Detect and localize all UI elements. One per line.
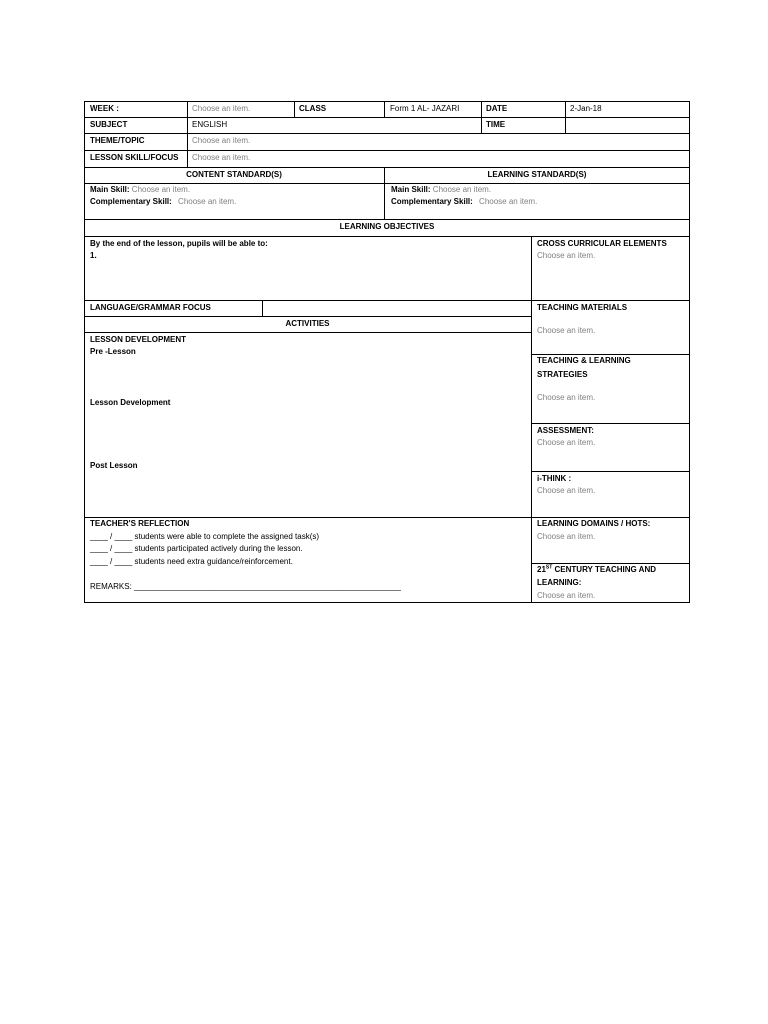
date-value: 2-Jan-18 [570, 104, 602, 113]
row-divider [84, 236, 690, 237]
week-dropdown[interactable]: Choose an item. [192, 104, 251, 113]
strategies-dropdown[interactable]: Choose an item. [537, 393, 596, 402]
teaching-materials-dropdown[interactable]: Choose an item. [537, 326, 596, 335]
grammar-focus-label: LANGUAGE/GRAMMAR FOCUS [90, 303, 211, 312]
objectives-intro: By the end of the lesson, pupils will be able to: [90, 239, 268, 248]
learning-main-skill-dropdown[interactable]: Choose an item. [432, 185, 492, 194]
table-border-top [84, 101, 690, 102]
lesson-plan-form [84, 101, 690, 603]
column-divider [294, 101, 295, 117]
content-main-skill-dropdown[interactable]: Choose an item. [131, 185, 191, 194]
class-label: CLASS [299, 104, 327, 113]
content-main-skill [90, 185, 190, 195]
row-divider [84, 183, 690, 184]
learning-objectives-heading: LEARNING OBJECTIVES [339, 222, 435, 231]
reflection-line-2: ____ / ____ students participated actively during the lesson. [90, 544, 303, 553]
reflection-line-3: ____ / ____ students need extra guidance/reinforcement. [90, 557, 293, 566]
remarks-line: REMARKS: ____________________________________________________________ [90, 582, 401, 591]
teachers-reflection-heading: TEACHER'S REFLECTION [90, 519, 190, 528]
column-divider [384, 101, 385, 117]
table-border-bottom [84, 602, 690, 603]
row-divider [84, 219, 690, 220]
row-divider [84, 316, 531, 317]
learning-main-skill-label: Main Skill: [391, 185, 431, 194]
assessment-label: ASSESSMENT: [537, 426, 594, 435]
ithink-dropdown[interactable]: Choose an item. [537, 486, 596, 495]
learning-domains-dropdown[interactable]: Choose an item. [537, 532, 596, 541]
row-divider [531, 563, 690, 564]
learning-comp-skill-dropdown[interactable]: Choose an item. [479, 197, 538, 206]
century-superscript: ST [545, 564, 553, 571]
learning-main-skill [391, 185, 491, 195]
skill-label: LESSON SKILL/FOCUS [90, 153, 179, 162]
row-divider [84, 517, 690, 518]
row-divider [84, 117, 690, 118]
row-divider [84, 332, 531, 333]
century-learning-dropdown[interactable]: Choose an item. [537, 591, 596, 600]
row-divider [84, 300, 690, 301]
row-divider [531, 423, 690, 424]
cross-curricular-label: CROSS CURRICULAR ELEMENTS [537, 239, 667, 248]
content-main-skill-label: Main Skill: [90, 185, 130, 194]
strategies-label-line1: TEACHING & LEARNING [537, 356, 631, 365]
content-standard-heading: CONTENT STANDARD(S) [186, 170, 282, 179]
objective-item-1: 1. [90, 251, 97, 260]
subject-value: ENGLISH [192, 120, 228, 129]
time-label: TIME [486, 120, 506, 129]
assessment-dropdown[interactable]: Choose an item. [537, 438, 596, 447]
column-divider [481, 101, 482, 133]
theme-dropdown[interactable]: Choose an item. [192, 136, 251, 145]
content-comp-skill-dropdown[interactable]: Choose an item. [178, 197, 237, 206]
row-divider [84, 133, 690, 134]
reflection-line-1: ____ / ____ students were able to complete the assigned task(s) [90, 532, 320, 541]
theme-label: THEME/TOPIC [90, 136, 145, 145]
column-divider [187, 101, 188, 167]
date-label: DATE [486, 104, 508, 113]
strategies-label-line2: STRATEGIES [537, 370, 588, 379]
content-comp-skill [90, 197, 236, 207]
row-divider [531, 471, 690, 472]
skill-dropdown[interactable]: Choose an item. [192, 153, 251, 162]
row-divider [84, 167, 690, 168]
column-divider [262, 300, 263, 316]
century-learning-label-line1 [537, 565, 656, 575]
column-divider [565, 101, 566, 133]
post-lesson-label: Post Lesson [90, 461, 138, 470]
ithink-label: i-THINK : [537, 474, 572, 483]
content-comp-skill-label: Complementary Skill: [90, 197, 172, 206]
row-divider [84, 150, 690, 151]
cross-curricular-dropdown[interactable]: Choose an item. [537, 251, 596, 260]
week-label: WEEK : [90, 104, 119, 113]
subject-label: SUBJECT [90, 120, 128, 129]
row-divider [531, 354, 690, 355]
learning-comp-skill-label: Complementary Skill: [391, 197, 473, 206]
century-learning-label-line2: LEARNING: [537, 578, 582, 587]
pre-lesson-label: Pre -Lesson [90, 347, 136, 356]
learning-domains-label: LEARNING DOMAINS / HOTS: [537, 519, 651, 528]
lesson-development-label: Lesson Development [90, 398, 171, 407]
learning-comp-skill [391, 197, 537, 207]
class-value: Form 1 AL- JAZARI [390, 104, 460, 113]
activities-heading: ACTIVITIES [285, 319, 330, 328]
century-number: 21 [537, 565, 546, 574]
lesson-development-heading: LESSON DEVELOPMENT [90, 335, 187, 344]
teaching-materials-label: TEACHING MATERIALS [537, 303, 628, 312]
learning-standard-heading: LEARNING STANDARD(S) [487, 170, 587, 179]
column-divider [531, 236, 532, 603]
century-label-rest: CENTURY TEACHING AND [552, 565, 657, 574]
